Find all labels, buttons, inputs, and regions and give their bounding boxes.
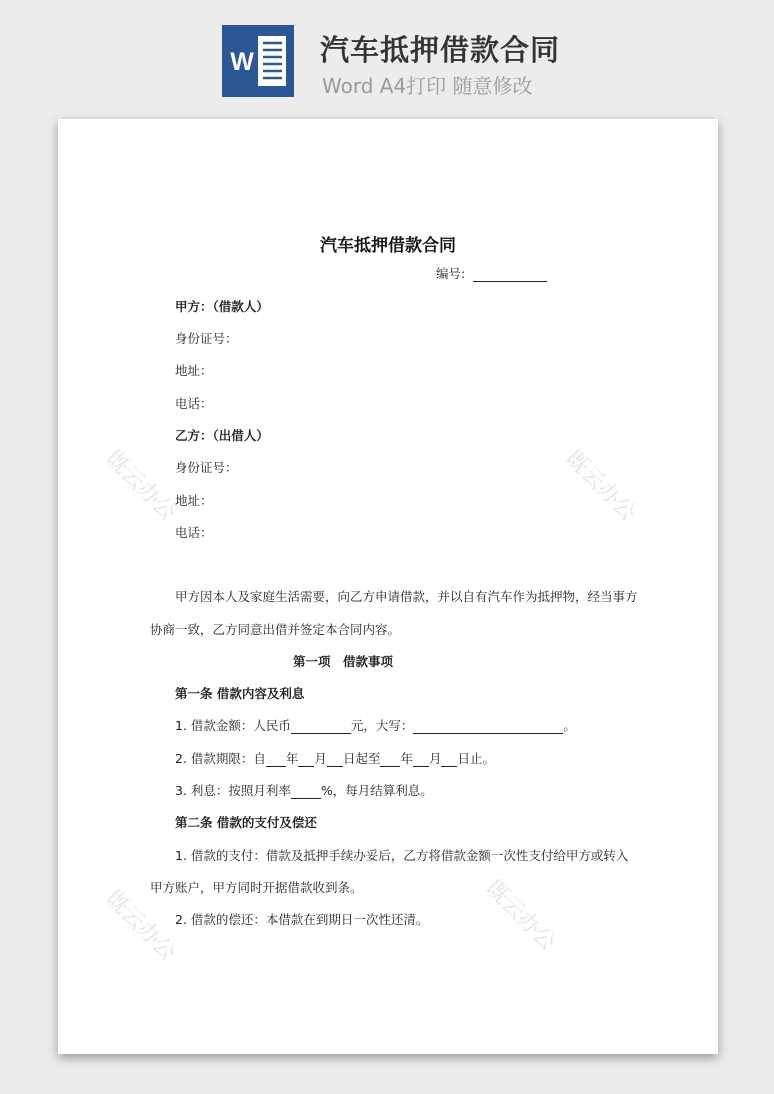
repayment-line: 2. 借款的偿还：本借款在到期日一次性还清。 bbox=[175, 912, 429, 927]
year-label: 年 bbox=[285, 751, 299, 766]
party-b-address: 地址： bbox=[175, 493, 213, 508]
payment-line1: 1. 借款的支付：借款及抵押手续办妥后，乙方将借款金额一次性支付给甲方或转入 bbox=[175, 848, 629, 863]
article-1-heading: 第一条 借款内容及利息 bbox=[175, 686, 305, 701]
section-heading: 第一项 借款事项 bbox=[293, 654, 394, 669]
banner-header bbox=[0, 0, 774, 115]
interest-line bbox=[175, 783, 433, 799]
period: 。 bbox=[563, 718, 576, 733]
party-a-phone: 电话： bbox=[175, 396, 213, 411]
end-month-label: 月 bbox=[428, 751, 442, 766]
interest-label: 3. 利息：按照月利率 bbox=[175, 783, 291, 798]
day-blank bbox=[327, 754, 343, 767]
party-b-heading: 乙方：（出借人） bbox=[175, 428, 269, 443]
party-a-id: 身份证号： bbox=[175, 331, 238, 346]
party-b-id: 身份证号： bbox=[175, 460, 238, 475]
payment-line2: 甲方账户，甲方同时开据借款收到条。 bbox=[150, 880, 363, 895]
day-from-label: 日起至 bbox=[342, 751, 381, 766]
loan-amount-label: 1. 借款金额：人民币 bbox=[175, 718, 291, 733]
watermark: 既云办公 bbox=[480, 875, 561, 956]
amount-capital-label: 元，大写： bbox=[350, 718, 414, 733]
number-label: 编号: bbox=[436, 266, 466, 281]
end-year-blank bbox=[380, 754, 400, 767]
year-blank bbox=[266, 754, 286, 767]
month-label: 月 bbox=[314, 751, 327, 766]
loan-term-line bbox=[175, 751, 495, 767]
banner-title: 汽车抵押借款合同 bbox=[320, 33, 561, 67]
rate-blank bbox=[291, 786, 321, 799]
party-b-phone: 电话： bbox=[175, 525, 213, 540]
end-day-blank bbox=[441, 754, 457, 767]
interest-suffix: %，每月结算利息。 bbox=[320, 783, 433, 798]
watermark: 既云办公 bbox=[100, 445, 181, 526]
contract-number bbox=[436, 266, 547, 282]
number-blank bbox=[473, 269, 547, 282]
article-2-heading: 第二条 借款的支付及偿还 bbox=[175, 815, 317, 830]
amount-capital-blank bbox=[413, 721, 563, 734]
amount-blank bbox=[291, 721, 351, 734]
banner-subtitle: Word A4打印 随意修改 bbox=[322, 74, 533, 98]
loan-term-label: 2. 借款期限：自 bbox=[175, 751, 266, 766]
month-blank bbox=[298, 754, 314, 767]
end-month-blank bbox=[413, 754, 429, 767]
end-day-label: 日止。 bbox=[457, 751, 495, 766]
document-title: 汽车抵押借款合同 bbox=[320, 236, 456, 256]
svg-text:W: W bbox=[230, 48, 254, 76]
word-icon bbox=[222, 25, 294, 97]
party-a-heading: 甲方：（借款人） bbox=[175, 299, 269, 314]
intro-paragraph-line1: 甲方因本人及家庭生活需要，向乙方申请借款，并以自有汽车作为抵押物，经当事方 bbox=[175, 589, 638, 604]
watermark: 既云办公 bbox=[560, 445, 641, 526]
document-page bbox=[58, 119, 718, 1054]
party-a-address: 地址： bbox=[175, 363, 213, 378]
intro-paragraph-line2: 协商一致，乙方同意出借并签定本合同内容。 bbox=[150, 622, 401, 637]
loan-amount-line bbox=[175, 718, 576, 734]
watermark: 既云办公 bbox=[100, 885, 181, 966]
end-year-label: 年 bbox=[400, 751, 413, 766]
